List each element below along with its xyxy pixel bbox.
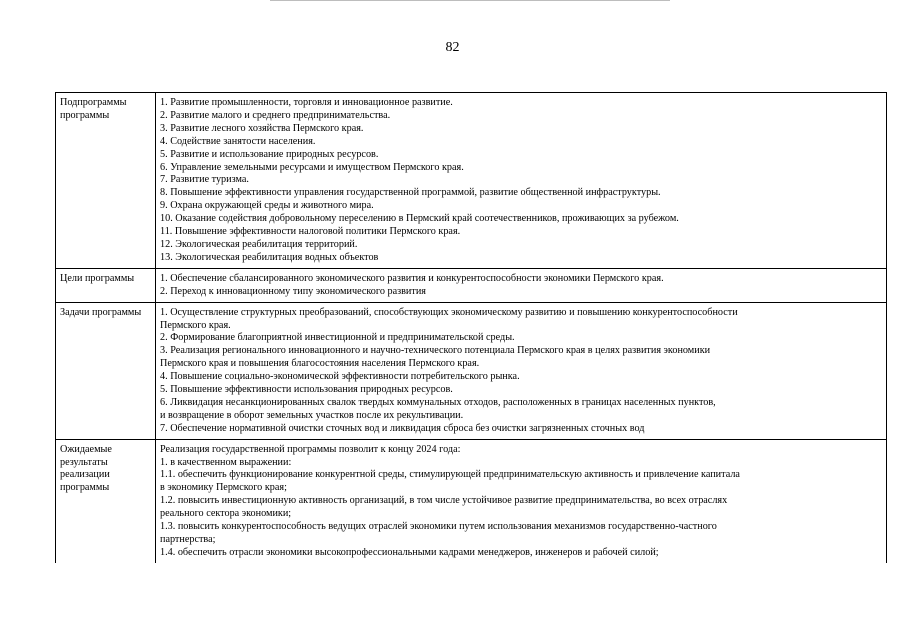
content-line: 8. Повышение эффективности управления государственной программой, развитие общественной инфраструктуры. xyxy=(160,187,661,199)
content-line: 1.2. повысить инвестиционную активность организаций, в том числе устойчивое развитие предпринимательства, во всех отраслях xyxy=(160,495,728,507)
goals-row xyxy=(56,268,887,302)
row-label: Ожидаемые результаты реализации программы xyxy=(56,439,156,563)
content-line: 4. Содействие занятости населения. xyxy=(160,135,316,147)
content-line: 1. Осуществление структурных преобразований, способствующих экономическому развитию и повышению конкурентоспособности xyxy=(160,306,738,318)
row-content xyxy=(156,302,887,439)
page-number: 82 xyxy=(445,40,460,55)
content-line: Реализация государственной программы позволит к концу 2024 года: xyxy=(160,443,461,455)
content-line: 4. Повышение социально-экономической эффективности потребительского рынка. xyxy=(160,371,520,383)
content-line: 2. Формирование благоприятной инвестиционной и предпринимательской среды. xyxy=(160,332,515,344)
row-content xyxy=(156,439,887,563)
content-line: 1. Развитие промышленности, торговля и инновационное развитие. xyxy=(160,97,453,108)
content-line: Пермского края. xyxy=(160,319,231,331)
content-line: 1.1. обеспечить функционирование конкурентной среды, стимулирующей предпринимательскую активность и привлечение капитала xyxy=(160,469,740,481)
row-label: Задачи программы xyxy=(56,302,156,439)
content-line: партнерства; xyxy=(160,534,216,545)
content-line: и возвращение в оборот земельных участков после их рекультивации. xyxy=(160,409,464,421)
content-line: реального сектора экономики; xyxy=(160,508,292,520)
content-line: 2. Развитие малого и среднего предпринимательства. xyxy=(160,109,391,121)
content-line: 6. Управление земельными ресурсами и имуществом Пермского края. xyxy=(160,161,464,173)
content-line: 7. Развитие туризма. xyxy=(160,174,249,186)
content-line: 1.4. обеспечить отрасли экономики высокопрофессиональными кадрами менеджеров, инженеров и рабочей силой; xyxy=(160,546,659,558)
content-line: 11. Повышение эффективности налоговой политики Пермского края. xyxy=(160,226,461,238)
row-content xyxy=(156,268,887,302)
scan-top-edge xyxy=(270,0,670,1)
content-line: в экономику Пермского края; xyxy=(160,482,287,494)
row-content xyxy=(156,93,887,269)
content-line: 13. Экологическая реабилитация водных объектов xyxy=(160,251,379,263)
content-line: 12. Экологическая реабилитация территорий. xyxy=(160,238,358,250)
table-body xyxy=(56,93,887,563)
content-line: Пермского края и повышения благосостояния населения Пермского края. xyxy=(160,358,480,370)
content-line: 6. Ликвидация несанкционированных свалок твердых коммунальных отходов, расположенных в границах населенных пунктов, xyxy=(160,396,716,408)
program-passport-table xyxy=(55,92,887,563)
row-label: Цели программы xyxy=(56,268,156,302)
content-line: 5. Развитие и использование природных ресурсов. xyxy=(160,148,379,160)
content-line: 2. Переход к инновационному типу экономического развития xyxy=(160,285,426,297)
content-line: 1.3. повысить конкурентоспособность ведущих отраслей экономики путем использования механизмов государственно-частного xyxy=(160,521,717,533)
content-line: 3. Реализация регионального инновационного и научно-технического потенциала Пермского края в целях развития экономики xyxy=(160,345,711,357)
content-line: 3. Развитие лесного хозяйства Пермского края. xyxy=(160,122,364,134)
content-line: 7. Обеспечение нормативной очистки сточных вод и ликвидация сброса без очистки загрязненных сточных вод xyxy=(160,422,645,434)
row-label: Подпрограммы программы xyxy=(56,93,156,269)
subprograms-row xyxy=(56,93,887,269)
content-line: 1. в качественном выражении: xyxy=(160,456,292,468)
content-line: 10. Оказание содействия добровольному переселению в Пермский край соотечественников, проживающих за рубежом. xyxy=(160,213,679,225)
content-line: 1. Обеспечение сбалансированного экономического развития и конкурентоспособности экономики Пермского края. xyxy=(160,272,664,284)
expected-results-row xyxy=(56,439,887,563)
content-line: 9. Охрана окружающей среды и животного мира. xyxy=(160,200,374,212)
content-line: 5. Повышение эффективности использования природных ресурсов. xyxy=(160,384,453,396)
tasks-row xyxy=(56,302,887,439)
